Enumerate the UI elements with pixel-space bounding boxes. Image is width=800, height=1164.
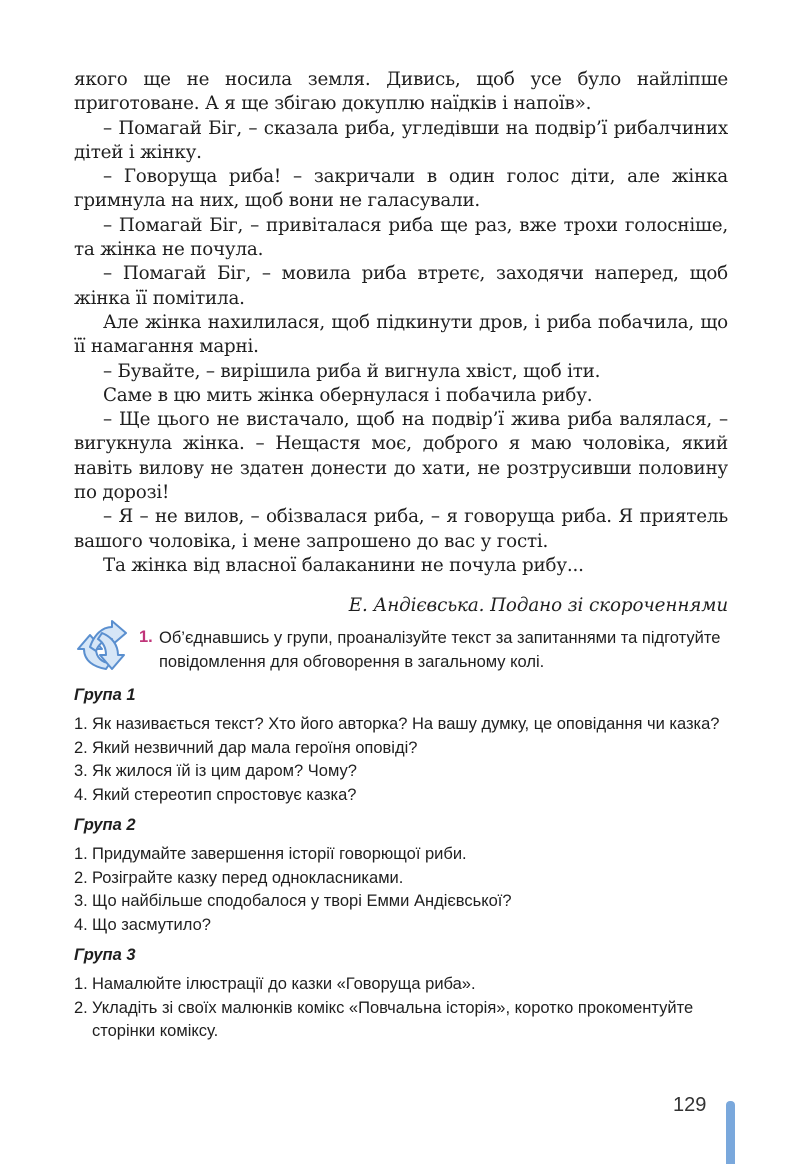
story-text [74, 68, 728, 578]
story-paragraph: Але жінка нахилилася, щоб підкинути дров, і риба побачила, що її намагання марні. [74, 311, 728, 358]
question-item [74, 997, 729, 1044]
group-1 [74, 684, 729, 807]
page-edge-bar [726, 1101, 735, 1164]
group-title: Група 1 [74, 686, 136, 704]
question-number: 3. [74, 892, 88, 910]
question-text: Який незвичний дар мала героїня оповіді? [92, 738, 418, 757]
story-paragraph: – Помагай Біг, – мовила риба втретє, заходячи наперед, щоб жінка її помітила. [74, 263, 728, 309]
question-text: Розіграйте казку перед однокласниками. [92, 868, 404, 887]
story-paragraph: Та жінка від власної балаканини не почула рибу... [103, 554, 584, 576]
group-3 [74, 944, 729, 1044]
question-item [74, 784, 729, 808]
question-number: 2. [74, 738, 88, 757]
story-paragraph: – Я – не вилов, – обізвалася риба, – я говоруща риба. Я приятель вашого чоловіка, і мене запрошено до вас у гості. [74, 506, 728, 552]
question-item [74, 843, 729, 867]
task-number: 1. [139, 628, 153, 646]
story-paragraph: – Бувайте, – вирішила риба й вигнула хвіст, щоб іти. [103, 360, 601, 382]
question-item [74, 914, 729, 938]
question-item [74, 867, 729, 891]
question-text: Як називається текст? Хто його авторка? На вашу думку, це оповідання чи казка? [92, 715, 720, 733]
story-paragraph: – Помагай Біг, – сказала риба, угледівши на подвір’ї рибалчиних дітей і жінку. [74, 117, 728, 163]
question-number: 3. [74, 762, 88, 780]
question-text: Укладіть зі своїх малюнків комікс «Повчальна історія», коротко прокоментуйте сторінки коміксу. [92, 998, 694, 1040]
story-paragraph: – Говоруща риба! – закричали в один голос діти, але жінка гримнула на них, щоб вони не галасували. [74, 166, 728, 212]
story-paragraph: – Ще цього не вистачало, щоб на подвір’ї жива риба валялася, – вигукнула жінка. – Нещастя моє, доброго я маю чоловіка, який навіть вилову не здатен донести до хати, не розтрусивши половину по дорозі! [74, 409, 728, 504]
question-item [74, 760, 729, 784]
question-item [74, 890, 729, 914]
group-title: Група 3 [74, 946, 136, 964]
story-paragraph: Саме в цю мить жінка обернулася і побачила рибу. [103, 384, 593, 406]
question-text: Який стереотип спростовує казка? [92, 785, 357, 804]
question-item [74, 713, 729, 737]
page-number: 129 [673, 1094, 707, 1116]
question-number: 4. [74, 915, 88, 934]
question-item [74, 737, 729, 761]
question-number: 1. [74, 975, 88, 993]
task-instruction: Об’єднавшись у групи, проаналізуйте текст за запитаннями та підготуйте повідомлення для обговорення в загальному колі. [159, 629, 721, 671]
group-questions [74, 684, 729, 1051]
story-paragraph: якого ще не носила земля. Дивись, щоб усе було найліпше приготоване. А я ще збігаю докуплю наїдків і напоїв». [74, 69, 728, 115]
group-work-arrows-icon [72, 619, 130, 675]
question-text: Як жилося їй із цим даром? Чому? [92, 762, 357, 780]
story-attribution: Е. Андієвська. Подано зі скороченнями [348, 595, 728, 616]
question-number: 1. [74, 715, 88, 733]
question-number: 4. [74, 785, 88, 804]
question-text: Придумайте завершення історії говорющої риби. [92, 845, 467, 863]
question-text: Що засмутило? [92, 915, 211, 934]
question-number: 1. [74, 845, 88, 863]
question-text: Що найбільше сподобалося у творі Емми Андієвської? [92, 892, 512, 910]
story-paragraph: – Помагай Біг, – привіталася риба ще раз, вже трохи голосніше, та жінка не почула. [74, 214, 728, 261]
group-2 [74, 814, 729, 937]
group-title: Група 2 [74, 816, 136, 834]
question-number: 2. [74, 868, 88, 887]
question-text: Намалюйте ілюстрації до казки «Говоруща риба». [92, 975, 476, 993]
question-number: 2. [74, 998, 88, 1017]
question-item [74, 973, 729, 997]
